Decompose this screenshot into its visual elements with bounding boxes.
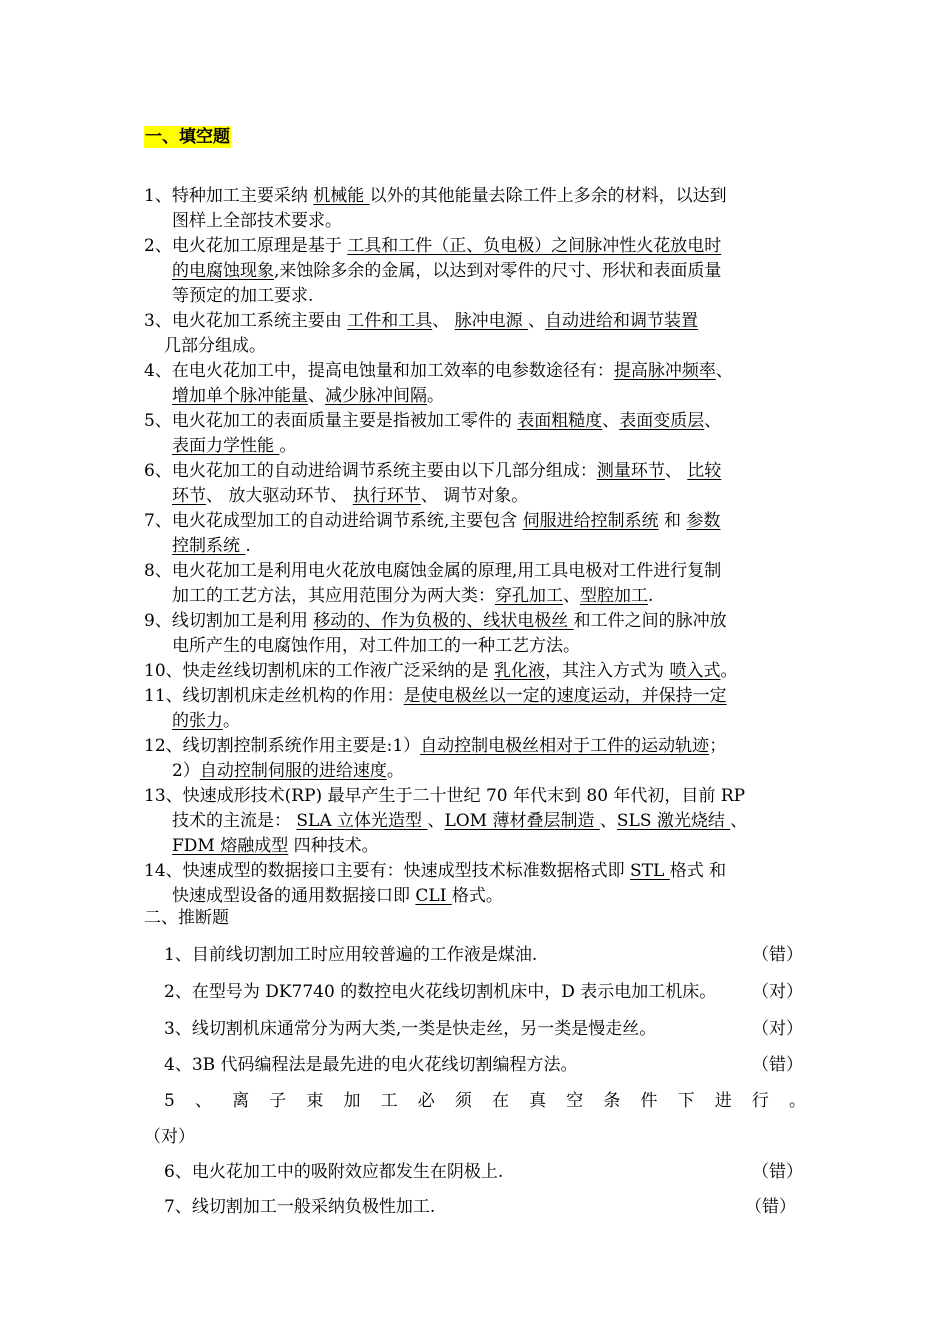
- char: 束: [306, 1091, 324, 1111]
- answer-blank: 表面力学性能: [172, 436, 280, 456]
- char: 5: [164, 1091, 175, 1111]
- text: 、: [704, 411, 722, 431]
- answer-blank: 提高脉冲频率: [613, 361, 716, 381]
- text: 2）: [172, 761, 200, 781]
- text: 、: [715, 361, 733, 381]
- answer-blank: 移动的、作为负极的、线状电极丝: [313, 611, 574, 631]
- question-4-line-1: [144, 359, 733, 383]
- text: ；: [709, 736, 727, 756]
- answer-blank: 表面变质层: [619, 411, 705, 431]
- char: 工: [380, 1091, 398, 1111]
- question-2-line-1: [144, 234, 721, 258]
- question-12-line-2: [172, 759, 404, 783]
- text: ,来蚀除多余的金属，以达到对零件的尺寸、形状和表面质量: [274, 261, 722, 281]
- question-9-line-2: 电所产生的电腐蚀作用，对工件加工的一种工艺方法。: [172, 636, 580, 656]
- text: 。: [427, 386, 444, 406]
- judge-answer-2: （对）: [752, 982, 803, 1002]
- answer-blank: 环节: [172, 486, 206, 506]
- answer-blank: 是使电极丝以一定的速度运动，并保持一定: [403, 686, 727, 706]
- char: 须: [454, 1091, 472, 1111]
- judge-answer-7: （错）: [745, 1197, 796, 1217]
- question-8-line-2: [172, 584, 653, 608]
- answer-blank: 的电腐蚀现象: [172, 261, 274, 281]
- question-2-line-2: [172, 259, 721, 283]
- question-14-line-1: [144, 859, 726, 883]
- question-14-line-2: [172, 884, 503, 908]
- judge-answer-3: （对）: [752, 1019, 803, 1039]
- text: ，其注入方式为: [545, 661, 670, 681]
- question-13-line-2: [172, 809, 747, 833]
- text: 、: [602, 411, 620, 431]
- text: 。: [386, 761, 404, 781]
- text: 、 放大驱动环节、: [206, 486, 353, 506]
- answer-blank: 自动控制伺服的进给速度: [199, 761, 387, 781]
- char: 必: [417, 1091, 435, 1111]
- text: 1、特种加工主要采纳: [144, 186, 314, 206]
- answer-blank: 喷入式: [669, 661, 721, 681]
- text: 四种技术。: [288, 836, 379, 856]
- text: 、: [599, 811, 617, 831]
- char: 。: [788, 1091, 806, 1111]
- answer-blank: CLI: [415, 886, 452, 906]
- question-6-line-2: [172, 484, 528, 508]
- text: 5、电火花加工的表面质量主要是指被加工零件的: [144, 411, 518, 431]
- char: 空: [566, 1091, 584, 1111]
- judge-item-3: 3、线切割机床通常分为两大类,一类是快走丝，另一类是慢走丝。: [164, 1019, 657, 1039]
- answer-blank: 乳化液: [494, 661, 546, 681]
- question-5-line-2: [172, 434, 296, 458]
- question-10-line-1: [144, 659, 737, 683]
- char: 真: [529, 1091, 547, 1111]
- answer-blank: 型腔加工: [580, 586, 648, 606]
- char: 进: [714, 1091, 732, 1111]
- judge-item-7: 7、线切割加工一般采纳负极性加工.: [164, 1197, 436, 1217]
- judge-item-2: 2、在型号为 DK7740 的数控电火花线切割机床中，D 表示电加工机床。: [164, 982, 717, 1002]
- char: 加: [343, 1091, 361, 1111]
- answer-blank: 控制系统: [172, 536, 246, 556]
- question-2-line-3: 等预定的加工要求.: [172, 286, 314, 306]
- char: 离: [232, 1091, 250, 1111]
- text: 加工的工艺方法，其应用范围分为两大类：: [172, 586, 495, 606]
- char: 件: [640, 1091, 658, 1111]
- text: 、: [563, 586, 580, 606]
- answer-blank: 伺服进给控制系统: [522, 511, 659, 531]
- text: 4、在电火花加工中，提高电蚀量和加工效率的电参数途径有：: [144, 361, 614, 381]
- text: 以外的其他能量去除工件上多余的材料，以达到: [369, 186, 727, 206]
- char: 条: [603, 1091, 621, 1111]
- text: 、: [432, 311, 455, 331]
- judge-item-4: 4、3B 代码编程法是最先进的电火花线切割编程方法。: [164, 1055, 578, 1075]
- text: 6、电火花加工的自动进给调节系统主要由以下几部分组成：: [144, 461, 597, 481]
- text: 2、电火花加工原理是基于: [144, 236, 348, 256]
- question-3-line-2: 几部分组成。: [164, 336, 266, 356]
- answer-blank: 增加单个脉冲能量: [172, 386, 308, 406]
- text: 。: [720, 661, 738, 681]
- question-5-line-1: [144, 409, 721, 433]
- question-11-line-2: [172, 709, 240, 733]
- text: 快速成型设备的通用数据接口即: [172, 886, 416, 906]
- text: 9、线切割加工是利用: [144, 611, 314, 631]
- judge-item-6: 6、电火花加工中的吸附效应都发生在阴极上.: [164, 1162, 504, 1182]
- text: 、 调节对象。: [420, 486, 529, 506]
- text: 格式 和: [669, 861, 727, 881]
- text: 和工件之间的脉冲放: [573, 611, 727, 631]
- char: 行: [751, 1091, 769, 1111]
- answer-blank: FDM 熔融成型: [172, 836, 289, 856]
- answer-blank: 表面粗糙度: [517, 411, 603, 431]
- answer-blank: 比较: [687, 461, 722, 481]
- text: .: [245, 536, 251, 556]
- answer-blank: 自动控制电极丝相对于工件的运动轨迹: [420, 736, 710, 756]
- answer-blank: 工具和工件（正、负电极）之间脉冲性火花放电时: [347, 236, 722, 256]
- text: .: [648, 586, 654, 606]
- answer-blank: LOM 薄材叠层制造: [444, 811, 600, 831]
- question-1-line-2: 图样上全部技术要求。: [172, 211, 342, 231]
- question-8-line-1: 8、电火花加工是利用电火花放电腐蚀金属的原理,用工具电极对工件进行复制: [144, 561, 722, 581]
- text: 、: [427, 811, 445, 831]
- question-13-line-1: 13、快速成形技术(RP) 最早产生于二十世纪 70 年代末到 80 年代初，目前 RP: [144, 786, 746, 806]
- text: 格式。: [451, 886, 503, 906]
- answer-blank: STL: [630, 861, 670, 881]
- judge-answer-4: （错）: [752, 1055, 803, 1075]
- answer-blank: 的张力: [172, 711, 223, 731]
- text: 14、快速成型的数据接口主要有：快速成型技术标准数据格式即: [144, 861, 631, 881]
- char: 下: [677, 1091, 695, 1111]
- text: 7、电火花成型加工的自动进给调节系统,主要包含: [144, 511, 523, 531]
- section-title-fill-blank: 一、填空题: [145, 127, 230, 147]
- answer-blank: 参数: [686, 511, 721, 531]
- question-4-line-2: [172, 384, 444, 408]
- text: 。: [223, 711, 240, 731]
- question-12-line-1: [144, 734, 726, 758]
- char: 在: [491, 1091, 509, 1111]
- question-6-line-1: [144, 459, 721, 483]
- question-1-line-1: [144, 184, 727, 208]
- question-7-line-2: [172, 534, 251, 558]
- text: 。: [279, 436, 297, 456]
- char: 子: [269, 1091, 287, 1111]
- answer-blank: 机械能: [313, 186, 370, 206]
- section-title-judgement: 二、推断题: [144, 908, 229, 928]
- answer-blank: 脉冲电源: [454, 311, 529, 331]
- answer-blank: 执行环节: [352, 486, 421, 506]
- text: 和: [658, 511, 687, 531]
- question-13-line-3: [172, 834, 379, 858]
- judge-item-5: [164, 1089, 806, 1113]
- answer-blank: 工件和工具: [347, 311, 433, 331]
- text: 11、线切割机床走丝机构的作用：: [144, 686, 404, 706]
- question-11-line-1: [144, 684, 727, 708]
- answer-blank: SLS 激光烧结: [616, 811, 731, 831]
- answer-blank: 测量环节: [596, 461, 665, 481]
- text: 12、线切割控制系统作用主要是:1）: [144, 736, 421, 756]
- text: 、: [730, 811, 748, 831]
- judge-answer-6: （错）: [752, 1162, 803, 1182]
- text: 、: [308, 386, 325, 406]
- answer-blank: SLA 立体光造型: [296, 811, 428, 831]
- answer-blank: 减少脉冲间隔: [325, 386, 427, 406]
- question-9-line-1: [144, 609, 727, 633]
- answer-blank: 穿孔加工: [495, 586, 563, 606]
- text: 、: [664, 461, 688, 481]
- question-3-line-1: [144, 309, 698, 333]
- text: 10、快走丝线切割机床的工作液广泛采纳的是: [144, 661, 495, 681]
- answer-blank: 自动进给和调节装置: [545, 311, 699, 331]
- judge-answer-5: （对）: [144, 1127, 195, 1147]
- text: 技术的主流是：: [172, 811, 297, 831]
- text: 、: [528, 311, 546, 331]
- text: 3、电火花加工系统主要由: [144, 311, 348, 331]
- question-7-line-1: [144, 509, 720, 533]
- char: 、: [194, 1091, 212, 1111]
- judge-item-1: 1、目前线切割加工时应用较普遍的工作液是煤油.: [164, 945, 538, 965]
- judge-answer-1: （错）: [752, 945, 803, 965]
